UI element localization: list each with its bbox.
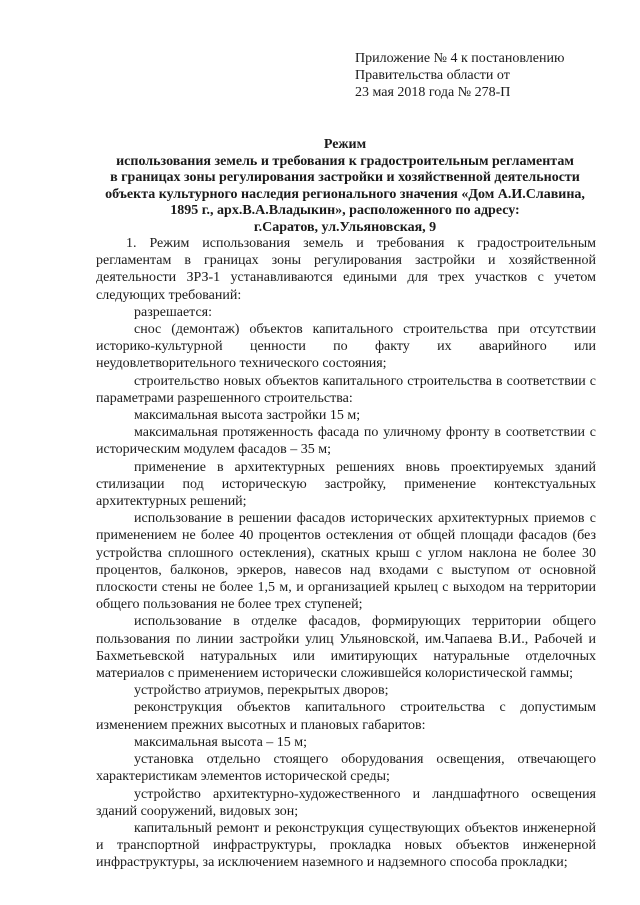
paragraph: максимальная протяженность фасада по уличному фронту в соответствии с историческим модулем фасадов – 35 м;: [96, 425, 596, 458]
paragraph: использование в решении фасадов исторических архитектурных приемов с применением не более 40 процентов остекления от общей площади фасадов (без устройства сплошного остекления), скатных крыш с углом наклона не более 30 процентов, балконов, эркеров, навесов над входами с выступом от основной плоскости стены не более 1,5 м, и организацией крылец с выходом на территории общего пользования не более трех ступеней;: [96, 511, 596, 613]
appendix-line: Приложение № 4 к постановлению: [355, 51, 565, 66]
paragraph: капитальный ремонт и реконструкция существующих объектов инженерной и транспортной инфраструктуры, прокладка новых объектов инженерной инфраструктуры, за исключением наземного и надземного способа прокладки;: [96, 820, 596, 871]
document-title: [95, 137, 595, 236]
paragraph: реконструкция объектов капитального строительства с допустимым изменением прежних высотных и плановых габаритов:: [96, 700, 596, 733]
appendix-line: 23 мая 2018 года № 278-П: [355, 85, 511, 100]
paragraph: 1. Режим использования земель и требования к градостроительным регламентам в границах зоны регулирования застройки и хозяйственной деятельности ЗРЗ-1 устанавливаются едиными для трех участков с учетом следующих требований:: [96, 236, 596, 303]
appendix-line: Правительства области от: [355, 68, 510, 83]
paragraph: максимальная высота застройки 15 м;: [134, 408, 361, 424]
paragraph: максимальная высота – 15 м;: [134, 734, 308, 750]
title-line: в границах зоны регулирования застройки и хозяйственной деятельности: [110, 170, 580, 185]
title-line: 1895 г., арх.В.А.Владыкин», расположенного по адресу:: [170, 203, 520, 218]
paragraph: применение в архитектурных решениях вновь проектируемых зданий стилизации под историческую застройку, применение контекстуальных архитектурных решений;: [96, 459, 596, 510]
paragraph: устройство архитектурно-художественного и ландшафтного освещения зданий сооружений, видовых зон;: [96, 786, 596, 819]
paragraph: строительство новых объектов капитального строительства в соответствии с параметрами разрешенного строительства:: [96, 373, 596, 406]
paragraph: установка отдельно стоящего оборудования освещения, отвечающего характеристикам элементов исторической среды;: [96, 752, 596, 785]
paragraph: разрешается:: [134, 304, 212, 320]
paragraph: использование в отделке фасадов, формирующих территории общего пользования по линии застройки улиц Ульяновской, им.Чапаева В.И., Рабочей и Бахметьевской натуральных или имитирующих натуральные отделочных материалов с применением исторически сложившейся колористической гаммы;: [96, 614, 596, 682]
title-line: г.Саратов, ул.Ульяновская, 9: [253, 219, 437, 235]
title-line: объекта культурного наследия регионального значения «Дом А.И.Славина,: [105, 186, 585, 202]
document-body: [96, 235, 596, 872]
appendix-note: [355, 50, 564, 101]
title-line: использования земель и требования к градостроительным регламентам: [116, 153, 574, 169]
title-line: Режим: [323, 137, 367, 152]
paragraph: устройство атриумов, перекрытых дворов;: [134, 683, 389, 699]
paragraph: снос (демонтаж) объектов капитального строительства при отсутствии историко-культурной ценности по факту их аварийного или неудовлетворительного технического состояния;: [96, 322, 596, 372]
